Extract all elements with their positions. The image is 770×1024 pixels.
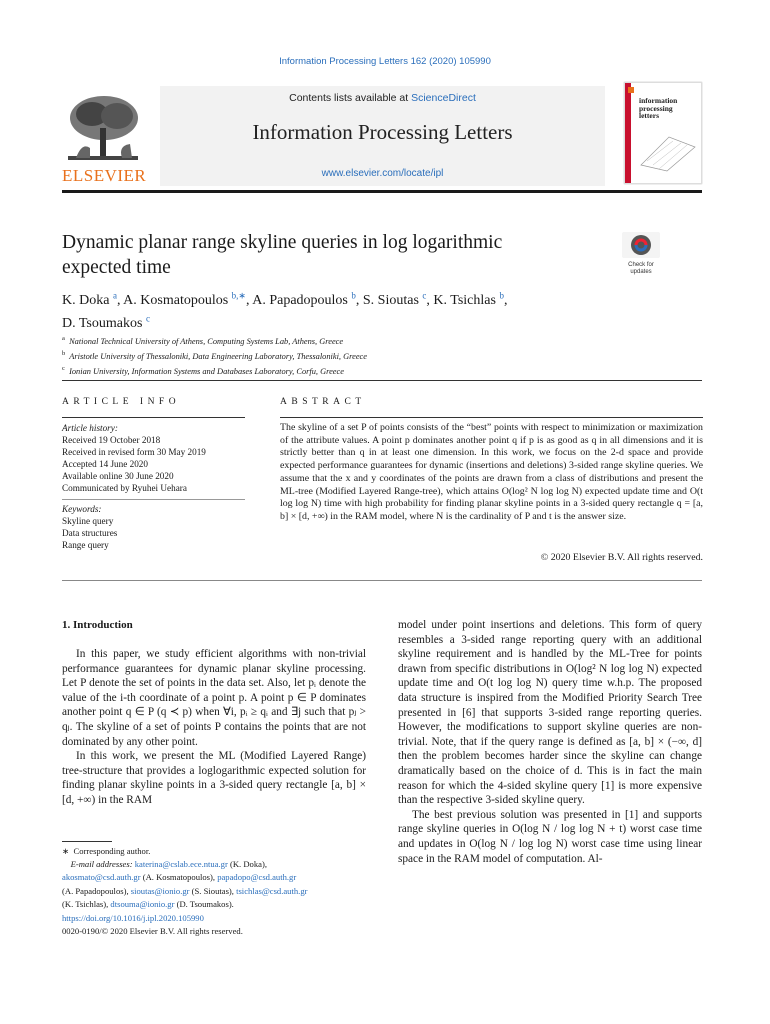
author: K. Doka $^a$, [62,290,124,308]
journal-name: Information Processing Letters [252,120,513,144]
journal-reference[interactable]: Information Processing Letters 162 (2020) 105990 [279,56,491,67]
divider [62,499,245,500]
affiliation: $^b$ Aristotle University of Thessaloniki, Data Engineering Laboratory, Thessaloniki, Greece [62,350,367,361]
title-line: expected time [62,257,171,278]
affiliation: $^c$ Ionian University, Information Systems and Databases Laboratory, Corfu, Greece [62,365,344,377]
doi-link[interactable]: https://doi.org/10.1016/j.ipl.2020.105990 [62,913,204,923]
cover-title-line: letters [639,111,659,120]
article-history [62,422,206,494]
history-item: Received 19 October 2018 [62,435,161,445]
paragraph: model under point insertions and deletions. This form of query resembles a 3-sided range reporting query with an additional skyline requirement and is handled by the ML-Tree for points drawn from specific distributions in O(log² N log log N) expected update time and O(t log log N) query time w.h.p. The proposed data structure is inspired from the Modified Priority Search Tree presented in [6] that supports 3-sided range reporting queries. However, the modifications to support skyline queries are non-trivial. Note, that if the query range is defined as [a, b] × (−∞, d] then the problem becomes harder since the skyline can change dramatically based on the choice of d. This is in fact the main reason for which the 4-sided skyline query [1] is more expensive than the respective 3-sided skyline query. [398,619,702,807]
article-title [62,230,582,280]
issn-copyright: 0020-0190/© 2020 Elsevier B.V. All rights reserved. [62,926,243,936]
keyword: Skyline query [62,516,114,526]
paragraph: In this paper, we study efficient algorithms with non-trivial performance guarantees for dynamic planar skyline processing. Let P denote the set of points in the data set. Also, let pᵢ denote the value of the i-th coordinate of a point p. A point p ∈ P dominates another point q ∈ P (q ≺ p) when ∀i, pᵢ ≥ qᵢ and ∃j such that pⱼ > qⱼ. The skyline of a set of points P contains the points that are not dominated by any other point. [62,648,366,748]
cover-graphic [639,127,697,173]
header-rule [62,190,702,193]
email-link[interactable]: katerina@cslab.ece.ntua.gr [134,859,228,870]
author: A. Kosmatopoulos $^{b,∗}$, [123,290,253,308]
crossmark-label: Check for [628,262,654,268]
paragraph: The best previous solution was presented in [1] and supports range skyline queries in O(log N / log log N + t) worst case time and updates in O(log N / log log N) worst case time using linear space in the RAM model of computation. Al- [398,808,702,865]
cover-elsevier-icon [628,87,634,93]
affiliations [62,333,662,379]
keyword: Data structures [62,528,118,538]
divider [280,417,703,418]
author: S. Sioutas $^c$, [362,290,434,308]
title-line: Dynamic planar range skyline queries in log logarithmic [62,232,503,253]
email-label: E-mail addresses: [70,859,133,870]
contents-prefix: Contents lists available at [289,92,412,104]
divider [62,380,702,381]
journal-cover-thumbnail[interactable] [624,82,702,184]
divider [62,580,702,581]
abstract-copyright: © 2020 Elsevier B.V. All rights reserved. [540,552,703,563]
history-item: Available online 30 June 2020 [62,471,174,481]
contents-line [160,92,605,104]
affiliation: $^a$ National Technical University of Athens, Computing Systems Lab, Athens, Greece [62,335,344,346]
email-link[interactable]: papadopo@csd.auth.gr [217,872,297,883]
keyword: Range query [62,540,109,550]
history-item: Communicated by Ryuhei Uehara [62,483,187,493]
crossmark-label: updates [630,268,652,275]
divider [62,417,245,418]
keywords [62,503,117,551]
history-label: Article history: [62,423,118,433]
journal-homepage-link[interactable]: www.elsevier.com/locate/ipl [321,168,444,179]
abstract-heading: ABSTRACT [280,397,366,407]
section-heading: 1. Introduction [62,619,133,631]
body-column-left [62,647,366,808]
email-link[interactable]: dtsouma@ionio.gr [110,898,175,909]
history-item: Received in revised form 30 May 2019 [62,447,206,457]
body-column-right [398,618,702,866]
abstract-text: The skyline of a set P of points consists of the “best” points with respect to minimization or maximization of the attribute values. A point p dominates another point q if p is as good as q in all dimensions and it is strictly better than q in at least one dimension. In this work, we focus on the 2-d space and provide expected performance guarantees for dynamic (insertions and deletions) 3-sided range skyline queries. We assume that the x and y coordinates of the points are drawn from a class of distributions and present the ML-tree (Modified Layered Range-tree), which attains O(log² N log log N) expected update time and O(t log log N) time with high probability for finding planar skyline points in a 3-sided query rectangle q = [a, b] × [d, +∞) in the RAM model, where N is the cardinality of P and t is the answer size. [280,422,703,522]
footnote: ∗ Corresponding author. E-mail addresses: katerina@cslab.ece.ntua.gr (K. Doka), akosmato@csd.auth.gr (A. Kosmatopoulos), papadopo@csd.auth.gr (A. Papadopoulos), sioutas@ionio.gr (S. Sioutas), tsichlas@csd.auth.gr (K. Tsichlas), dtsouma@ionio.gr (D. Tsoumakos). [62,846,308,909]
author: D. Tsoumakos $^c$ [62,313,150,332]
author: K. Tsichlas $^b$, [433,290,508,308]
author-list [62,286,622,333]
history-item: Accepted 14 June 2020 [62,459,148,469]
crossmark-icon [622,232,660,258]
email-link[interactable]: akosmato@csd.auth.gr [62,872,141,883]
sciencedirect-link[interactable]: ScienceDirect [411,92,476,104]
elsevier-wordmark: ELSEVIER [62,166,147,185]
email-link[interactable]: tsichlas@csd.auth.gr [236,885,308,896]
author: A. Papadopoulos $^b$, [252,290,363,308]
footnote-marker: ∗ [62,846,70,856]
email-link[interactable]: sioutas@ionio.gr [130,885,190,896]
keywords-label: Keywords: [62,504,102,514]
paragraph: In this work, we present the ML (Modified Layered Range) tree-structure that provides a loglogarithmic expected solution for finding planar skyline points in a 3-sided query rectangle [a, b] × [d, +∞) in the RAM [62,750,366,806]
article-info-heading: ARTICLE INFO [62,397,181,407]
cover-title-line: information [639,96,678,105]
check-for-updates-badge[interactable] [622,232,660,275]
footnote-rule [62,841,112,842]
corresponding-author-note: Corresponding author. [73,846,151,856]
cover-title-line: processing [639,103,673,113]
